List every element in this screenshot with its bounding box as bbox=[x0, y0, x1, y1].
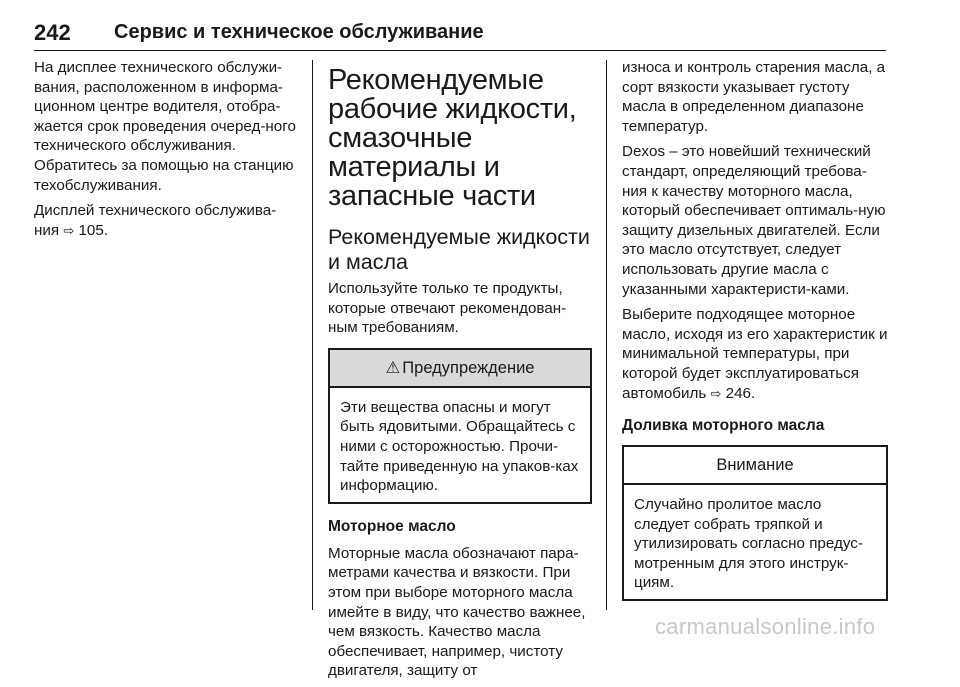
page-reference-arrow-icon: ⇨ bbox=[710, 385, 722, 401]
warning-box bbox=[328, 348, 592, 504]
column-2 bbox=[328, 58, 592, 687]
page-number: 242 bbox=[34, 20, 71, 45]
warning-triangle-icon: ⚠ bbox=[385, 358, 401, 377]
section-heading: Рекомендуемые рабочие жидкости, смазочные материалы и запасные части bbox=[328, 64, 577, 212]
warning-body: Эти вещества опасны и могут быть ядовитыми. Обращайтесь с ними с осторожностью. Прочи-тайте приведенную на упаков-ках информацию. bbox=[340, 398, 579, 495]
oil-selection-paragraph bbox=[622, 305, 888, 403]
service-display-paragraph: На дисплее технического обслужи-вания, расположенном в информа-ционном центре водителя, отобра-жается срок проведения очеред-ного технического обслуживания. Обратитесь за помощью на станцию техобслуживания. bbox=[34, 59, 296, 194]
column-3 bbox=[622, 58, 888, 601]
oil-continuation-paragraph: износа и контроль старения масла, а сорт вязкости указывает густоту масла в определенном диапазоне температур. bbox=[622, 59, 886, 135]
column-divider-2 bbox=[606, 60, 607, 610]
page-reference-arrow-icon: ⇨ bbox=[63, 222, 75, 238]
column-divider-1 bbox=[312, 60, 313, 610]
running-title: Сервис и техническое обслуживание bbox=[114, 21, 484, 43]
motor-oil-paragraph: Моторные масла обозначают пара-метрами качества и вязкости. При этом при выборе моторного масла имейте в виду, что качество важнее, чем вязкость. Качество масла обеспечивает, например, чистоту двигателя, защиту от bbox=[328, 544, 586, 680]
watermark: carmanualsonline.info bbox=[655, 614, 876, 639]
service-display-reference bbox=[34, 201, 296, 240]
notice-box bbox=[622, 445, 888, 601]
oil-topup-heading: Доливка моторного масла bbox=[622, 417, 825, 435]
reference-text: Дисплей технического обслужива-ния bbox=[34, 202, 277, 239]
fluids-intro-paragraph: Используйте только те продукты, которые отвечают рекомендован-ным требованиям. bbox=[328, 280, 567, 337]
warning-title-text: Предупреждение bbox=[402, 358, 535, 377]
oil-selection-text: Выберите подходящее моторное масло, исходя из его характеристик и минимальной температуры, при которой будет эксплуатироваться автомобиль bbox=[622, 306, 888, 402]
reference-page: 246. bbox=[725, 384, 756, 402]
column-1 bbox=[34, 58, 296, 246]
page-header bbox=[34, 18, 886, 51]
warning-title bbox=[330, 350, 590, 388]
notice-body: Случайно пролитое масло следует собрать тряпкой и утилизировать согласно предус-мотренным для этого инструк-циям. bbox=[634, 496, 863, 592]
reference-page: 105. bbox=[78, 221, 109, 239]
motor-oil-heading: Моторное масло bbox=[328, 517, 456, 535]
notice-title: Внимание bbox=[624, 447, 886, 485]
subsection-heading: Рекомендуемые жидкости и масла bbox=[328, 225, 590, 274]
dexos-paragraph: Dexos – это новейший технический стандарт, определяющий требова-ния к качеству моторного масла, который обеспечивает оптималь-ную защиту дизельных двигателей. Если это масло отсутствует, следует использовать другие масла с указанными характеристи-ками. bbox=[622, 143, 886, 298]
